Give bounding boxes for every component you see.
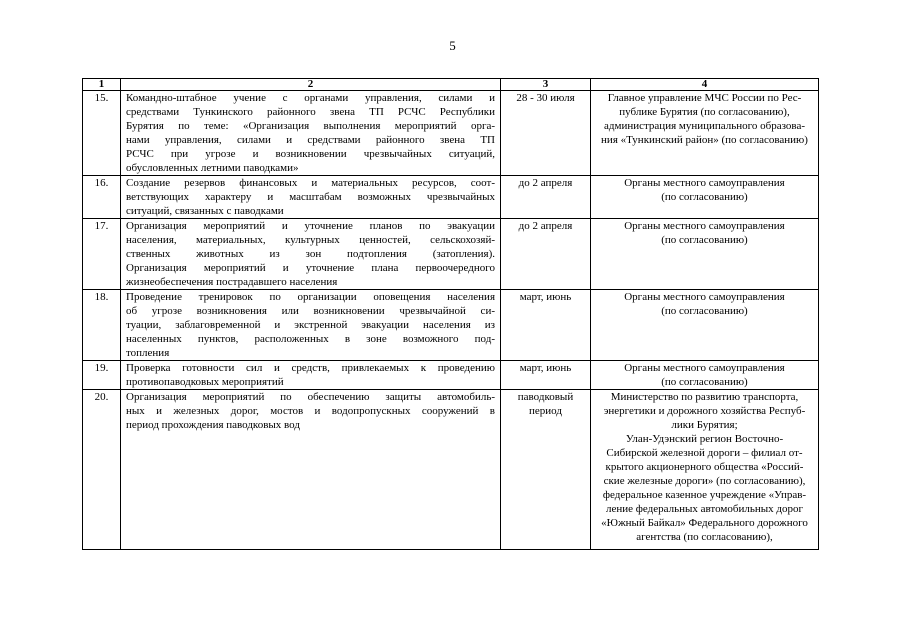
executors-cell: [591, 91, 819, 176]
term-cell: [501, 361, 591, 390]
executors-line: ния «Тункинский район» (по согласованию): [601, 134, 808, 146]
table-row: [83, 390, 819, 550]
activity-line: Проверка готовности сил и средств, привлекаемых к проведению: [126, 362, 495, 374]
executors-line: Главное управление МЧС России по Рес-: [607, 92, 802, 104]
activity-cell: [121, 176, 501, 219]
table-row: [83, 91, 819, 176]
activity-cell: [121, 390, 501, 550]
column-header-number: 1: [83, 79, 121, 91]
activity-cell: [121, 91, 501, 176]
executors-line: Органы местного самоуправления: [624, 220, 785, 232]
executors-line: лики Бурятия;: [671, 419, 738, 431]
executors-line: федеральное казенное учреждение «Управ-: [602, 489, 807, 501]
executors-cell: [591, 176, 819, 219]
term-line: март, июнь: [519, 291, 572, 303]
activity-line: Бурятия по теме: «Организация выполнения мероприятий орга-: [126, 120, 495, 132]
term-cell: [501, 390, 591, 550]
activity-line: нами управления, силами и средствами районного звена ТП: [126, 134, 495, 146]
row-number: 19.: [83, 361, 121, 390]
activity-cell: [121, 361, 501, 390]
executors-cell: [591, 290, 819, 361]
executors-line: Органы местного самоуправления: [624, 291, 785, 303]
events-table: [82, 78, 819, 550]
row-number: 15.: [83, 91, 121, 176]
activity-line: населения, материальных, культурных ценностей, сельскохозяй-: [126, 234, 495, 246]
term-cell: [501, 91, 591, 176]
column-header-executors: 4: [591, 79, 819, 91]
activity-line: туации, заблаговременной и экстренной эвакуации населения из: [126, 319, 495, 331]
executors-line: энергетики и дорожного хозяйства Респуб-: [603, 405, 806, 417]
executors-line: Органы местного самоуправления: [624, 362, 785, 374]
table-row: [83, 361, 819, 390]
page-number: 5: [449, 38, 456, 53]
row-number: 16.: [83, 176, 121, 219]
table-header-row: [83, 79, 819, 91]
term-line: март, июнь: [519, 362, 572, 374]
executors-line: ление федеральных автомобильных дорог: [606, 503, 803, 515]
activity-line: средствами Тункинского районного звена ТП РСЧС Республики: [126, 106, 495, 118]
table-row: [83, 176, 819, 219]
activity-line: ситуаций, связанных с паводками: [126, 205, 284, 217]
term-line: до 2 апреля: [518, 177, 573, 189]
activity-line: ных и железных дорог, мостов и водопропускных сооружений в: [126, 405, 495, 417]
activity-line: противопаводковых мероприятий: [126, 376, 284, 388]
activity-line: Командно-штабное учение с органами управления, силами и: [126, 92, 495, 104]
term-line: период: [529, 405, 562, 417]
executors-cell: [591, 390, 819, 550]
activity-line: жизнеобеспечения пострадавшего населения: [126, 276, 338, 288]
executors-cell: [591, 361, 819, 390]
activity-line: ветствующих характеру и масштабам возможных чрезвычайных: [126, 191, 495, 203]
activity-line: период прохождения паводковых вод: [126, 419, 300, 431]
activity-line: ственных животных из зон подтопления (затопления).: [126, 248, 495, 260]
executors-line: публике Бурятия (по согласованию),: [619, 106, 790, 118]
activity-line: топления: [126, 347, 170, 359]
executors-line: (по согласованию): [661, 234, 748, 246]
executors-line: крытого акционерного общества «Россий-: [605, 461, 804, 473]
table-row: [83, 219, 819, 290]
executors-line: Сибирской железной дороги – филиал от-: [606, 447, 803, 459]
activity-line: Проведение тренировок по организации оповещения населения: [126, 291, 495, 303]
executors-line: (по согласованию): [661, 305, 748, 317]
executors-line: агентства (по согласованию),: [636, 531, 773, 543]
activity-line: Организация мероприятий и уточнение планов по эвакуации: [126, 220, 495, 232]
executors-line: администрация муниципального образова-: [604, 120, 805, 132]
activity-line: Организация мероприятий и уточнение плана первоочередного: [126, 262, 495, 274]
activity-line: населенных пунктов, расположенных в зоне возможного под-: [126, 333, 495, 345]
column-header-activity: 2: [121, 79, 501, 91]
executors-line: (по согласованию): [661, 376, 748, 388]
executors-line: «Южный Байкал» Федерального дорожного: [601, 517, 808, 529]
activity-line: Организация мероприятий по обеспечению защиты автомобиль-: [126, 391, 495, 403]
term-cell: [501, 176, 591, 219]
term-cell: [501, 290, 591, 361]
executors-line: Министерство по развитию транспорта,: [610, 391, 799, 403]
row-number: 20.: [83, 390, 121, 550]
executors-line: (по согласованию): [661, 191, 748, 203]
activity-line: об угрозе возникновения или возникновении чрезвычайной си-: [126, 305, 495, 317]
executors-cell: [591, 219, 819, 290]
activity-cell: [121, 219, 501, 290]
term-cell: [501, 219, 591, 290]
term-line: паводковый: [517, 391, 574, 403]
term-line: до 2 апреля: [518, 220, 573, 232]
activity-line: обусловленных летними паводками»: [126, 162, 299, 174]
term-line: 28 - 30 июля: [516, 92, 575, 104]
activity-line: Создание резервов финансовых и материальных ресурсов, соот-: [126, 177, 495, 189]
column-header-term: 3: [501, 79, 591, 91]
executors-line: ские железные дороги» (по согласованию),: [603, 475, 806, 487]
row-number: 18.: [83, 290, 121, 361]
table-row: [83, 290, 819, 361]
activity-cell: [121, 290, 501, 361]
executors-line: Органы местного самоуправления: [624, 177, 785, 189]
executors-line: Улан-Удэнский регион Восточно-: [625, 433, 784, 445]
row-number: 17.: [83, 219, 121, 290]
activity-line: РСЧС при угрозе и возникновении чрезвычайных ситуаций,: [126, 148, 495, 160]
